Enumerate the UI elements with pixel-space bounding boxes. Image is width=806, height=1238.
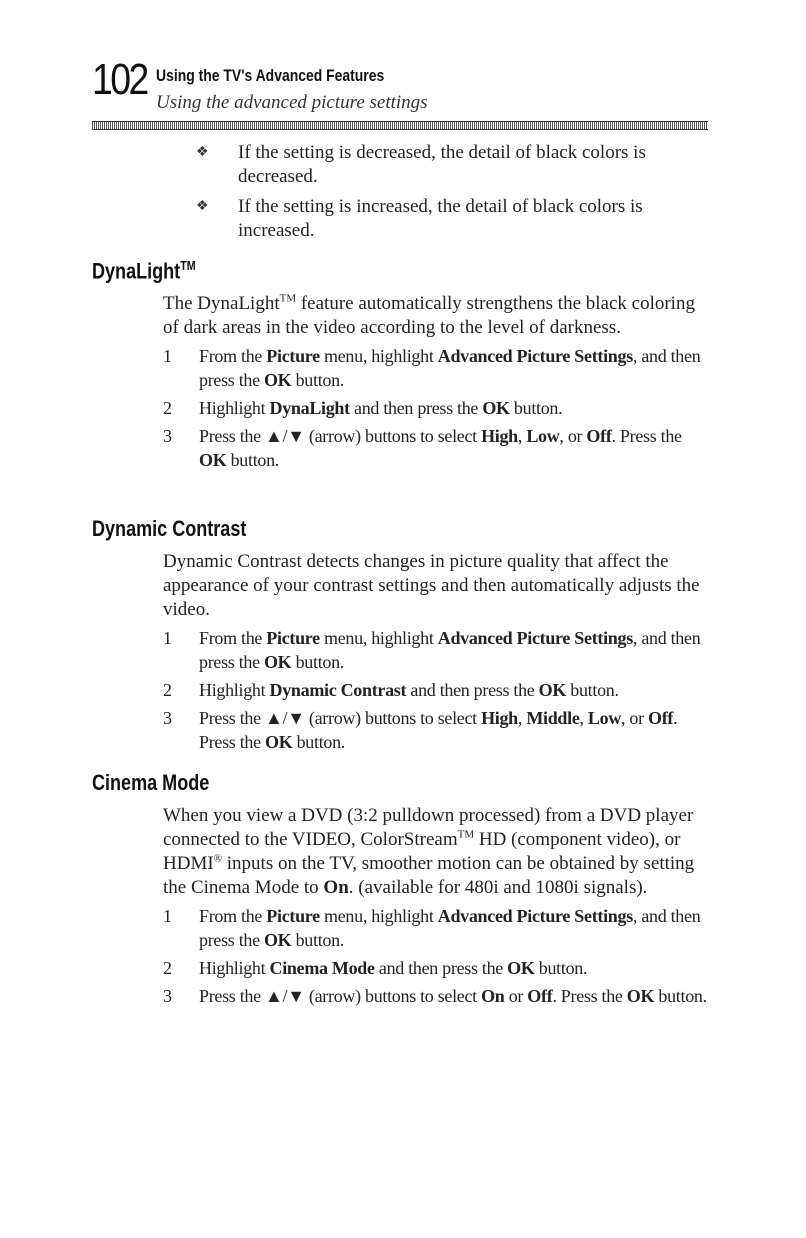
bullet-list — [196, 141, 696, 249]
bullet-text: If the setting is increased, the detail of black colors is increased. — [238, 196, 643, 241]
section-dynamic-contrast — [92, 516, 712, 758]
section-title: Dynamic Contrast — [92, 516, 247, 541]
step-item: 1 From the Picture menu, highlight Advanced Picture Settings, and then press the OK button. — [163, 906, 701, 950]
header-title: Using the TV's Advanced Features — [156, 66, 385, 85]
section-dynalight — [92, 258, 712, 476]
step-item: 2 Highlight Cinema Mode and then press the OK button. — [163, 958, 588, 978]
step-item: 1 From the Picture menu, highlight Advanced Picture Settings, and then press the OK button. — [163, 628, 701, 672]
section-intro: When you view a DVD (3:2 pulldown processed) from a DVD player connected to the VIDEO, ColorStream™ HD (component video), or HDMI® inputs on the TV, smoother motion can be obtained by setting the Cinema Mode to On. (available for 480i and 1080i signals). — [163, 805, 695, 898]
steps-list — [163, 626, 708, 754]
step-item: 3 Press the ▲/▼ (arrow) buttons to select High, Middle, Low, or Off. Press the OK button. — [163, 708, 678, 752]
bullet-item — [196, 141, 696, 189]
bullet-text: If the setting is decreased, the detail of black colors is decreased. — [238, 142, 646, 187]
step-item: 1 From the Picture menu, highlight Advanced Picture Settings, and then press the OK button. — [163, 346, 701, 390]
steps-list — [163, 904, 708, 1008]
section-title: DynaLight™ — [92, 258, 196, 284]
step-item: 3 Press the ▲/▼ (arrow) buttons to select On or Off. Press the OK button. — [163, 986, 707, 1006]
section-cinema-mode — [92, 770, 712, 1012]
bullet-item — [196, 195, 696, 243]
step-item: 3 Press the ▲/▼ (arrow) buttons to select High, Low, or Off. Press the OK button. — [163, 426, 682, 470]
diamond-bullet-icon: ❖ — [196, 199, 209, 214]
section-intro: Dynamic Contrast detects changes in picture quality that affect the appearance of your contrast settings and then automatically adjusts the video. — [163, 551, 700, 620]
section-intro: The DynaLight™ feature automatically strengthens the black coloring of dark areas in the video according to the level of darkness. — [163, 292, 695, 338]
header-rule — [92, 121, 708, 130]
step-item: 2 Highlight DynaLight and then press the OK button. — [163, 398, 563, 418]
step-item: 2 Highlight Dynamic Contrast and then press the OK button. — [163, 680, 619, 700]
diamond-bullet-icon: ❖ — [196, 145, 209, 160]
section-title: Cinema Mode — [92, 770, 210, 795]
page-number: 102 — [92, 55, 147, 104]
header-subtitle: Using the advanced picture settings — [156, 92, 428, 113]
steps-list — [163, 344, 708, 472]
trademark: TM — [180, 258, 196, 273]
